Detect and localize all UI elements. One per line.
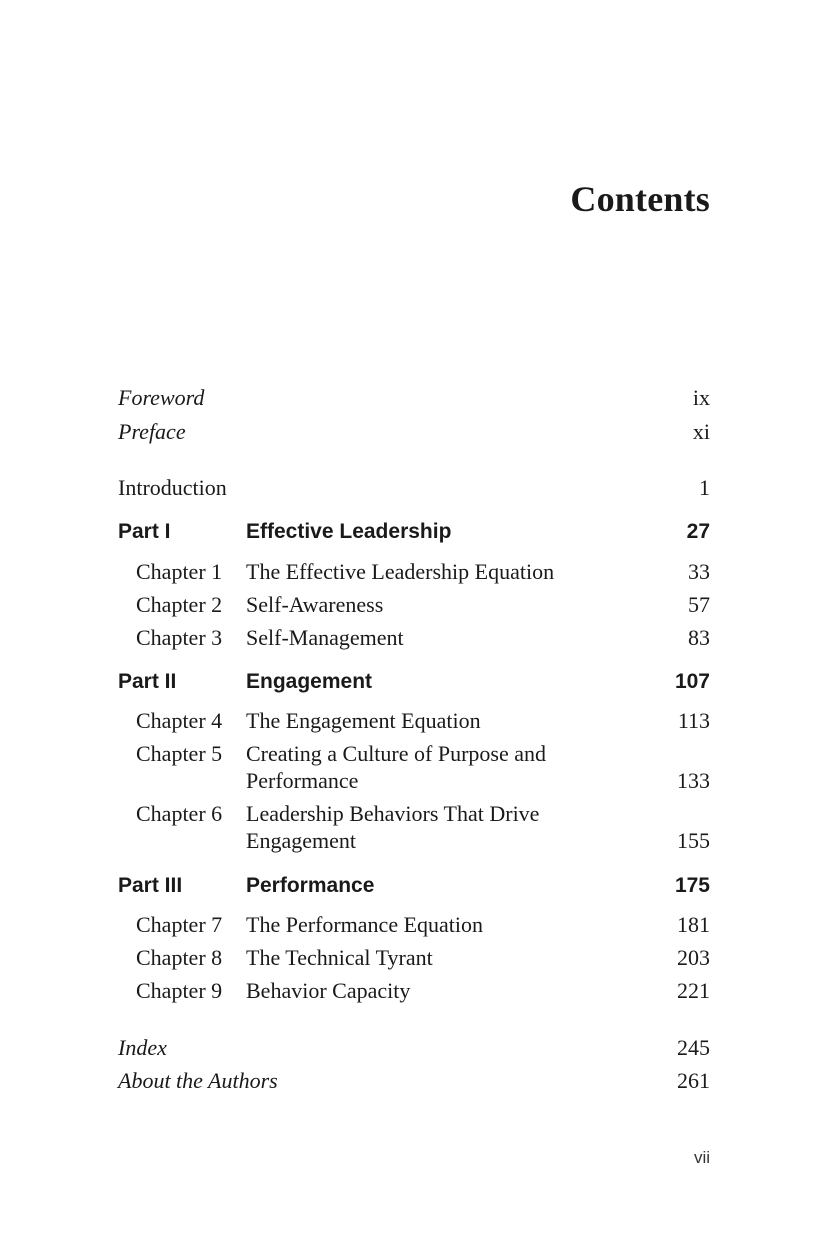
chapter-page: 133 <box>677 768 710 793</box>
entry-page: 261 <box>677 1068 710 1093</box>
entry-page: 245 <box>677 1035 710 1060</box>
chapter-page: 181 <box>677 912 710 937</box>
chapter-title: The Technical Tyrant <box>246 945 433 970</box>
entry-title: Index <box>118 1035 167 1060</box>
part-title: Effective Leadership <box>246 520 452 543</box>
page-title: Contents <box>570 179 710 219</box>
part-label: Part I <box>118 520 171 543</box>
chapter-label: Chapter 9 <box>136 978 223 1003</box>
chapter-page: 33 <box>688 559 710 584</box>
chapter-title-line-2: Engagement <box>246 828 356 853</box>
chapter-title: Behavior Capacity <box>246 978 411 1003</box>
chapter-label: Chapter 3 <box>136 625 223 650</box>
entry-page: 1 <box>699 475 710 500</box>
entry-title: Preface <box>118 419 186 444</box>
chapter-label: Chapter 2 <box>136 592 223 617</box>
chapter-title: The Engagement Equation <box>246 708 481 733</box>
page-number: vii <box>693 1148 710 1167</box>
part-label: Part II <box>118 670 177 693</box>
toc-chapter-6 <box>118 800 710 856</box>
chapter-title: The Effective Leadership Equation <box>246 559 555 584</box>
entry-title: Introduction <box>118 475 227 500</box>
part-page: 175 <box>674 874 710 897</box>
toc-chapter-5 <box>118 740 710 796</box>
chapter-page: 113 <box>677 708 710 733</box>
chapter-label: Chapter 6 <box>136 801 223 826</box>
chapter-label: Chapter 7 <box>136 912 223 937</box>
chapter-label: Chapter 5 <box>136 741 223 766</box>
chapter-page: 57 <box>688 592 710 617</box>
entry-title: About the Authors <box>118 1068 278 1093</box>
chapter-label: Chapter 4 <box>136 708 223 733</box>
chapter-page: 83 <box>688 625 710 650</box>
chapter-title: Self-Management <box>246 625 404 650</box>
chapter-title: The Performance Equation <box>246 912 484 937</box>
chapter-title-line-1: Leadership Behaviors That Drive <box>246 801 540 826</box>
chapter-label: Chapter 1 <box>136 559 223 584</box>
part-page: 107 <box>674 670 710 693</box>
chapter-title-line-1: Creating a Culture of Purpose and <box>246 741 546 766</box>
part-label: Part III <box>118 874 183 897</box>
chapter-page: 221 <box>677 978 710 1003</box>
part-page: 27 <box>686 520 710 543</box>
entry-page: ix <box>692 385 710 410</box>
part-title: Engagement <box>246 670 373 693</box>
chapter-page: 203 <box>677 945 710 970</box>
entry-title: Foreword <box>118 385 205 410</box>
chapter-title: Self-Awareness <box>246 592 384 617</box>
entry-page: xi <box>692 419 710 444</box>
chapter-label: Chapter 8 <box>136 945 223 970</box>
part-title: Performance <box>246 874 375 897</box>
chapter-title-line-2: Performance <box>246 768 359 793</box>
chapter-page: 155 <box>677 828 710 853</box>
